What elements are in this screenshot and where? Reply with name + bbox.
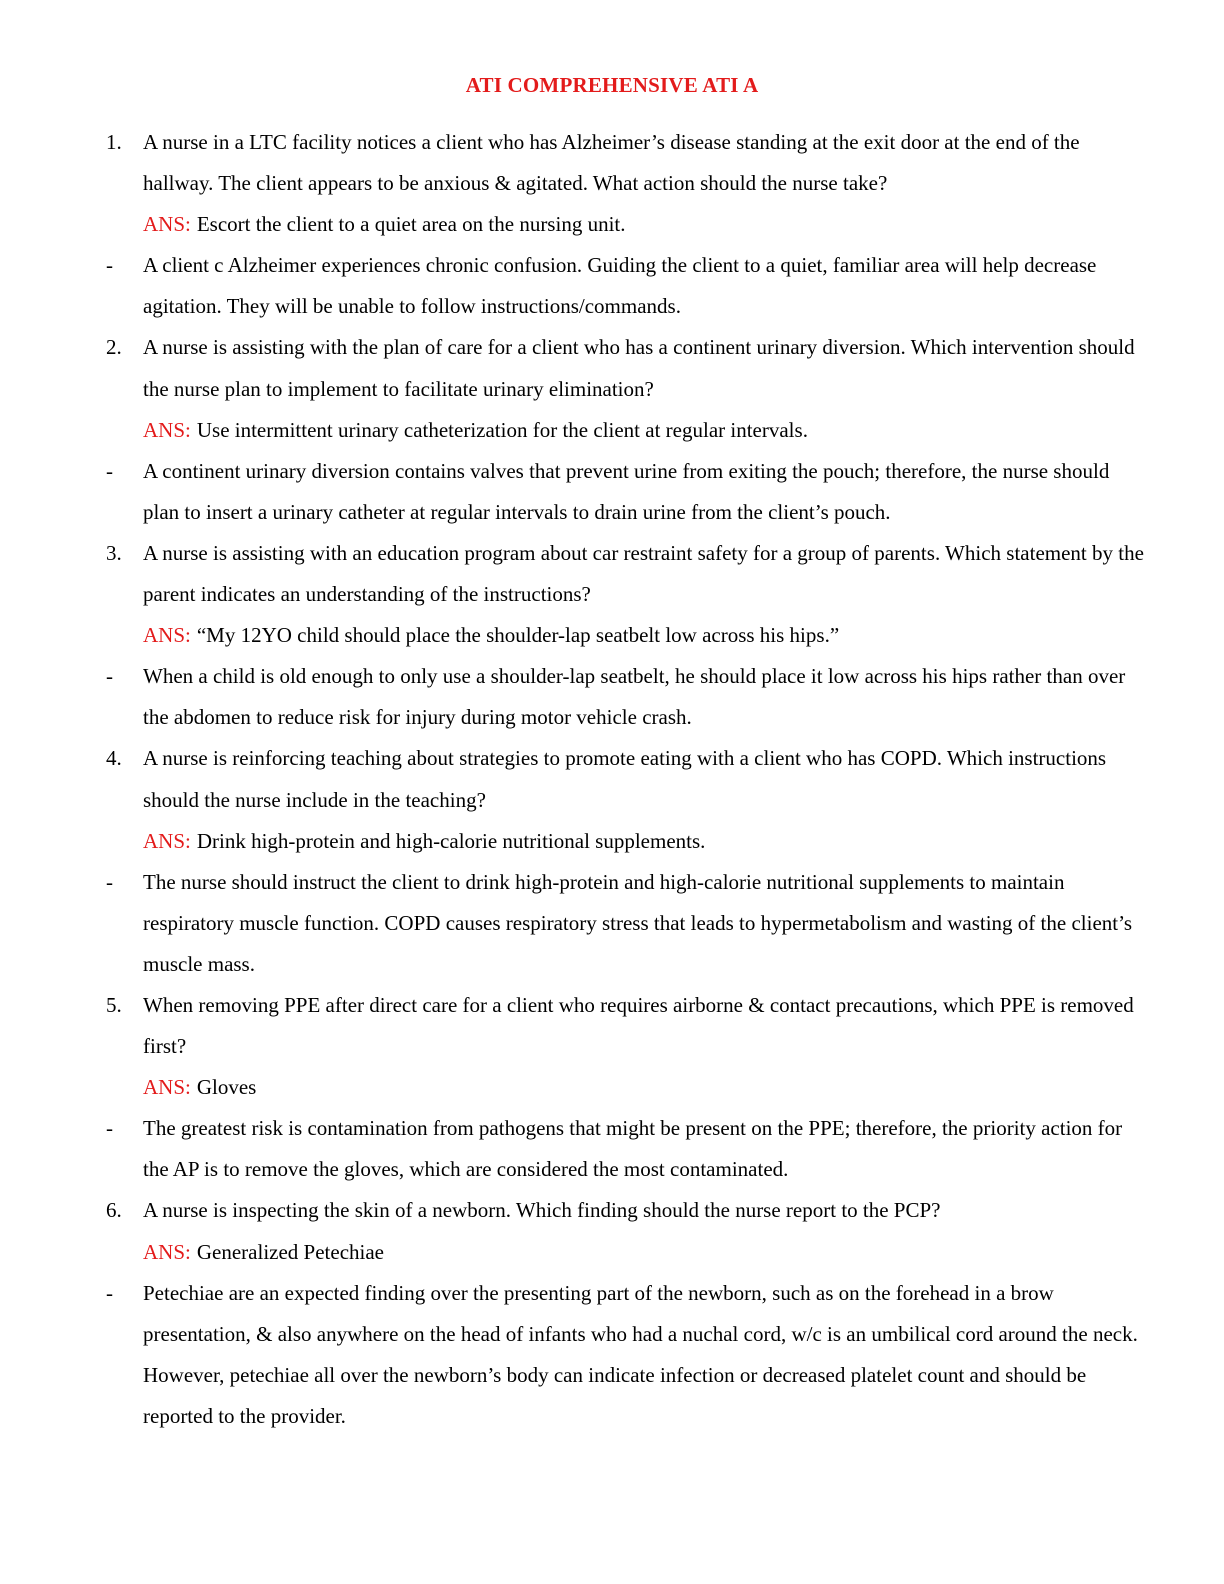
question-number: 5.	[106, 992, 122, 1017]
answer-line	[106, 1067, 1146, 1108]
answer-label: ANS:	[143, 623, 191, 648]
rationale-item	[106, 862, 1146, 985]
question-text: A nurse is inspecting the skin of a newborn. Which finding should the nurse report to the PCP?	[143, 1198, 941, 1223]
rationale-text: The greatest risk is contamination from pathogens that might be present on the PPE; therefore, the priority action for the AP is to remove the gloves, which are considered the most contaminated.	[143, 1116, 1123, 1182]
question-number: 2.	[106, 335, 122, 360]
question-item	[106, 985, 1146, 1067]
rationale-text: Petechiae are an expected finding over the presenting part of the newborn, such as on the forehead in a brow presentation, & also anywhere on the head of infants who had a nuchal cord, w/c is an umbilical cord around the neck. However, petechiae all over the newborn’s body can indicate infection or decreased platelet count and should be reported to the provider.	[143, 1280, 1138, 1428]
rationale-item	[106, 1273, 1146, 1437]
question-item	[106, 1190, 1146, 1231]
answer-label: ANS:	[143, 828, 191, 853]
answer-text: Escort the client to a quiet area on the nursing unit.	[196, 212, 626, 237]
answer-body	[143, 410, 1146, 451]
answer-body	[143, 821, 1146, 862]
question-text: A nurse is assisting with an education program about car restraint safety for a group of parents. Which statement by the parent indicates an understanding of the instructions?	[143, 540, 1144, 607]
rationale-text: When a child is old enough to only use a shoulder-lap seatbelt, he should place it low across his hips rather than over the abdomen to reduce risk for injury during motor vehicle crash.	[143, 664, 1126, 730]
answer-body	[143, 615, 1146, 656]
answer-label: ANS:	[143, 212, 191, 237]
question-item	[106, 738, 1146, 820]
answer-text: Generalized Petechiae	[196, 1239, 384, 1264]
rationale-bullet: -	[106, 458, 113, 483]
rationale-bullet: -	[106, 869, 113, 894]
question-number: 6.	[106, 1198, 122, 1223]
question-item	[106, 533, 1146, 615]
answer-text: Gloves	[196, 1075, 257, 1100]
rationale-text: The nurse should instruct the client to drink high-protein and high-calorie nutritional supplements to maintain respiratory muscle function. COPD causes respiratory stress that leads to hypermetabolism and wasting of the client’s muscle mass.	[143, 869, 1133, 976]
answer-text: Use intermittent urinary catheterization for the client at regular intervals.	[196, 417, 808, 442]
question-number: 1.	[106, 130, 122, 154]
question-text: A nurse is reinforcing teaching about strategies to promote eating with a client who has COPD. Which instructions should the nurse include in the teaching?	[143, 746, 1107, 812]
answer-text: “My 12YO child should place the shoulder-lap seatbelt low across his hips.”	[196, 623, 840, 648]
answer-label: ANS:	[143, 1239, 191, 1264]
question-item	[106, 122, 1146, 204]
question-number: 4.	[106, 746, 122, 771]
answer-body	[143, 1067, 1146, 1108]
rationale-text: A continent urinary diversion contains valves that prevent urine from exiting the pouch; therefore, the nurse should plan to insert a urinary catheter at regular intervals to drain urine from the client’s pouch.	[143, 458, 1110, 524]
rationale-item	[106, 451, 1146, 533]
question-text: A nurse in a LTC facility notices a client who has Alzheimer’s disease standing at the exit door at the end of the hallway. The client appears to be anxious & agitated. What action should the nurse take?	[143, 130, 1080, 196]
answer-line	[106, 1232, 1146, 1273]
answer-label: ANS:	[143, 417, 191, 442]
rationale-item	[106, 656, 1146, 738]
rationale-bullet: -	[106, 1280, 113, 1305]
question-item	[106, 327, 1146, 409]
question-text: When removing PPE after direct care for a client who requires airborne & contact precautions, which PPE is removed first?	[143, 992, 1134, 1059]
question-text: A nurse is assisting with the plan of care for a client who has a continent urinary diversion. Which intervention should the nurse plan to implement to facilitate urinary elimination?	[143, 335, 1135, 401]
rationale-bullet: -	[106, 664, 113, 689]
rationale-text: A client c Alzheimer experiences chronic confusion. Guiding the client to a quiet, familiar area will help decrease agitation. They will be unable to follow instructions/commands.	[143, 253, 1097, 319]
answer-body	[143, 204, 1146, 245]
answer-label: ANS:	[143, 1075, 191, 1100]
answer-line	[106, 410, 1146, 451]
question-list	[106, 122, 1146, 1437]
answer-line	[106, 615, 1146, 656]
answer-line	[106, 204, 1146, 245]
rationale-bullet: -	[106, 253, 113, 278]
answer-text: Drink high-protein and high-calorie nutritional supplements.	[196, 828, 706, 853]
question-number: 3.	[106, 540, 122, 565]
rationale-item	[106, 1108, 1146, 1190]
document-title: ATI COMPREHENSIVE ATI A	[465, 73, 759, 97]
answer-line	[106, 821, 1146, 862]
answer-body	[143, 1232, 1146, 1273]
rationale-item	[106, 245, 1146, 327]
rationale-bullet: -	[106, 1116, 113, 1141]
